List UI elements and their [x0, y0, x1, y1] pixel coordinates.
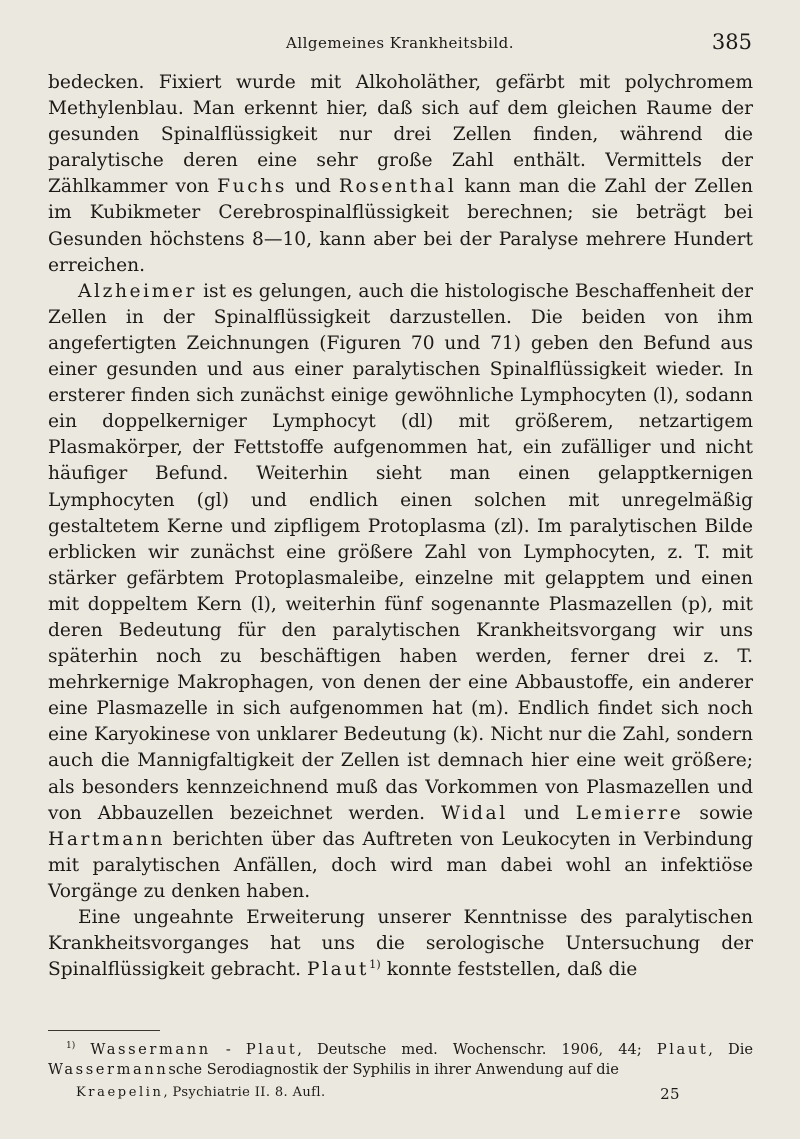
paragraph-3: Eine ungeahnte Erweiterung unserer Kenntnisse des paralytischen Krankheitsvorganges hat uns die serologische Untersuchung der Spinalflüssigkeit gebracht. Plaut$^{1)}$ konnte feststellen, daß die — [48, 907, 753, 981]
footnote-marker: 1) — [66, 1041, 76, 1052]
paragraph-2: Alzheimer ist es gelungen, auch die histologische Beschaffenheit der Zellen in der Spinalflüssigkeit darzustellen. Die beiden von ihm angefertigten Zeichnungen (Figuren 70 und 71) geben den Befund aus einer gesunden und aus einer paralytischen Spinalflüssigkeit wieder. In ersterer finden sich zunächst einige gewöhnliche Lymphocyten (l), sodann ein doppelkerniger Lymphocyt (dl) mit größerem, netzartigem Plasmakörper, der Fettstoffe aufgenommen hat, ein zufälliger und nicht häufiger Befund. Weiterhin sieht man einen gelapptkernigen Lymphocyten (gl) und endlich einen solchen mit unregelmäßig gestaltetem Kerne und zipfligem Protoplasma (zl). Im paralytischen Bilde erblicken wir zunächst eine größere Zahl von Lymphocyten, z. T. mit stärker gefärbtem Protoplasmaleibe, einzelne mit gelapptem und einen mit doppeltem Kern (l), weiterhin fünf sogenannte Plasmazellen (p), mit deren Bedeutung für den paralytischen Krankheitsvorgang wir uns späterhin noch zu beschäftigen haben werden, ferner drei z. T. mehrkernige Makrophagen, von denen der eine Abbaustoffe, ein anderer eine Plasmazelle in sich aufgenommen hat (m). Endlich findet sich noch eine Karyokinese von unklarer Bedeutung (k). Nicht nur die Zahl, sondern auch die Mannigfaltigkeit der Zellen ist demnach hier eine weit größere; als besonders kennzeichnend muß das Vorkommen von Plasmazellen und von Abbauzellen bezeichnet werden. Widal und Lemierre sowie Hartmann berichten über das Auftreten von Leukocyten in Verbindung mit paralytischen Anfällen, doch wird man dabei wohl an infektiöse Vorgänge zu denken haben. — [48, 280, 754, 902]
author-name: Alzheimer — [78, 280, 198, 302]
running-title: Allgemeines Krankheitsbild. — [285, 34, 514, 52]
footnotes — [48, 1040, 753, 1080]
paragraph-1: bedecken. Fixiert wurde mit Alkoholäther, gefärbt mit polychromem Methylenblau. Man erkennt hier, daß sich auf dem gleichen Raume der gesunden Spinalflüssigkeit nur drei Zellen finden, während die paralytische deren eine sehr große Zahl enthält. Vermittels der Zählkammer von Fuchs und Rosenthal kann man die Zahl der Zellen im Kubikmeter Cerebrospinalflüssigkeit berechnen; sie beträgt bei Gesunden höchstens 8—10, kann aber bei der Paralyse mehrere Hundert erreichen. — [48, 72, 753, 276]
author-name: Widal — [441, 802, 508, 824]
footnote-reference[interactable]: 1) — [368, 957, 381, 971]
author-name: Lemierre — [575, 802, 684, 824]
author-name: Wassermann — [48, 1061, 169, 1078]
author-name: Hartmann — [48, 828, 166, 850]
author-name: Fuchs — [217, 176, 287, 198]
author-name: Plaut — [656, 1041, 709, 1058]
author-name: Plaut — [245, 1041, 298, 1058]
body-text — [48, 70, 753, 983]
author-name: Wassermann — [90, 1041, 211, 1058]
page-header — [48, 30, 752, 60]
footnote-1: $^{1)}$ Wassermann - Plaut, Deutsche med. Wochenschr. 1906, 44; Plaut, Die Wassermannsche Serodiagnostik der Syphilis in ihrer Anwendung auf die — [48, 1041, 753, 1078]
author-name: Kraepelin — [76, 1085, 164, 1100]
author-name: Rosenthal — [338, 176, 457, 198]
author-name: Plaut — [306, 959, 369, 981]
signature-text: Kraepelin, Psychiatrie II. 8. Aufl. — [76, 1085, 326, 1100]
sheet-number: 25 — [660, 1085, 680, 1103]
footnote-divider — [48, 1030, 160, 1031]
printer-signature — [76, 1085, 716, 1107]
page-number: 385 — [711, 30, 752, 54]
